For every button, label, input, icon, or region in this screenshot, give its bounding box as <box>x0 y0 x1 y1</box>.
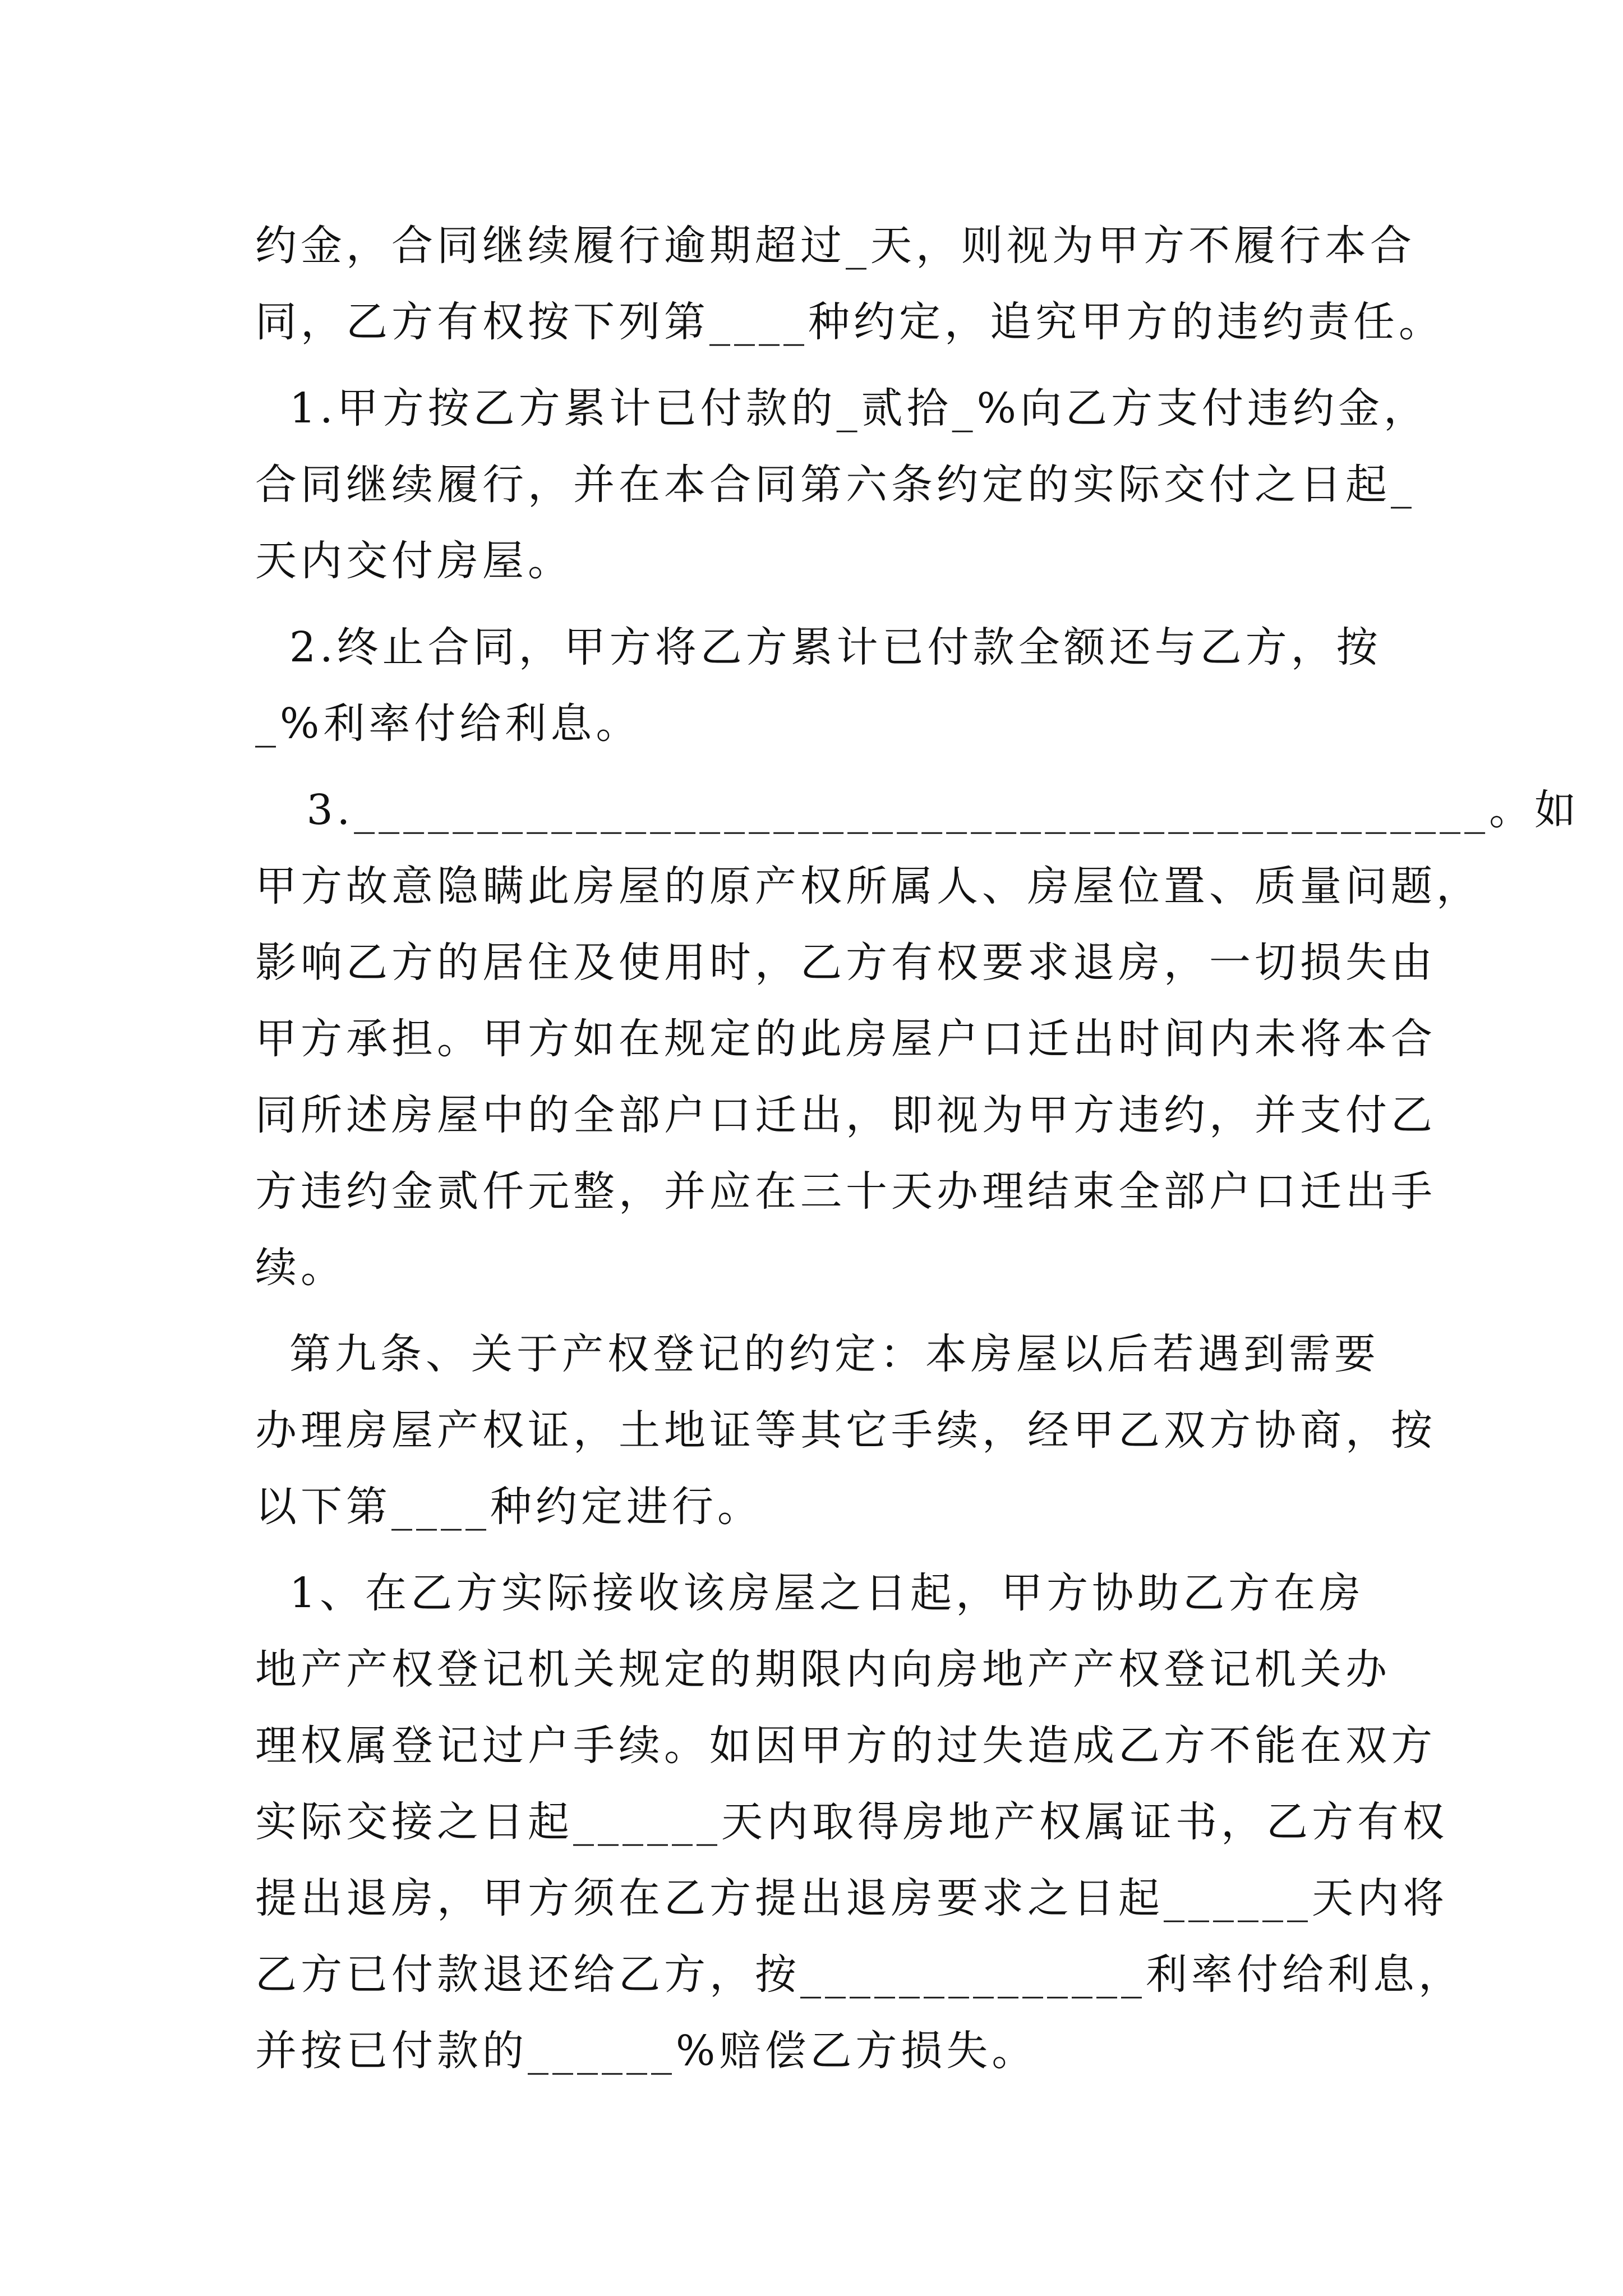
text-line: 续。 <box>255 1244 346 1292</box>
text-line: 乙方已付款退还给乙方，按______________利率付给利息， <box>255 1950 1464 1999</box>
text-line: 办理房屋产权证，土地证等其它手续，经甲乙双方协商，按 <box>255 1406 1436 1455</box>
text-line: 1、在乙方实际接收该房屋之日起，甲方协助乙方在房 <box>255 1569 1365 1617</box>
text-line: 2.终止合同，甲方将乙方累计已付款全额还与乙方，按 <box>255 623 1382 671</box>
text-line: 甲方承担。甲方如在规定的此房屋户口迁出时间内未将本合 <box>255 1015 1436 1063</box>
text-line: 方违约金贰仟元整，并应在三十天办理结束全部户口迁出手 <box>255 1167 1436 1216</box>
text-line: 同，乙方有权按下列第____种约定，追究甲方的违约责任。 <box>255 298 1444 346</box>
text-line: _%利率付给利息。 <box>255 700 642 748</box>
text-line: 约金，合同继续履行逾期超过_天，则视为甲方不履行本合 <box>255 222 1415 270</box>
text-line: 影响乙方的居住及使用时，乙方有权要求退房，一切损失由 <box>255 938 1436 987</box>
text-line: 第九条、关于产权登记的约定：本房屋以后若遇到需要 <box>255 1330 1380 1378</box>
contract-text <box>255 208 1580 2089</box>
text-line: 天内交付房屋。 <box>255 537 573 585</box>
text-line: 3.______________________________________________。如 <box>255 786 1580 834</box>
text-line: 同所述房屋中的全部户口迁出，即视为甲方违约，并支付乙 <box>255 1091 1436 1139</box>
text-line: 并按已付款的______%赔偿乙方损失。 <box>255 2027 1038 2075</box>
text-line: 理权属登记过户手续。如因甲方的过失造成乙方不能在双方 <box>255 1722 1436 1770</box>
text-line: 实际交接之日起______天内取得房地产权属证书，乙方有权 <box>255 1798 1448 1846</box>
text-line: 甲方故意隐瞒此房屋的原产权所属人、房屋位置、质量问题， <box>255 862 1482 910</box>
text-line: 地产产权登记机关规定的期限内向房地产产权登记机关办 <box>255 1645 1391 1694</box>
text-line: 以下第____种约定进行。 <box>255 1483 763 1531</box>
text-line: 合同继续履行，并在本合同第六条约定的实际交付之日起_ <box>255 461 1415 509</box>
text-line: 1.甲方按乙方累计已付款的_贰拾_%向乙方支付违约金， <box>255 384 1429 432</box>
text-line: 提出退房，甲方须在乙方提出退房要求之日起______天内将 <box>255 1874 1448 1922</box>
